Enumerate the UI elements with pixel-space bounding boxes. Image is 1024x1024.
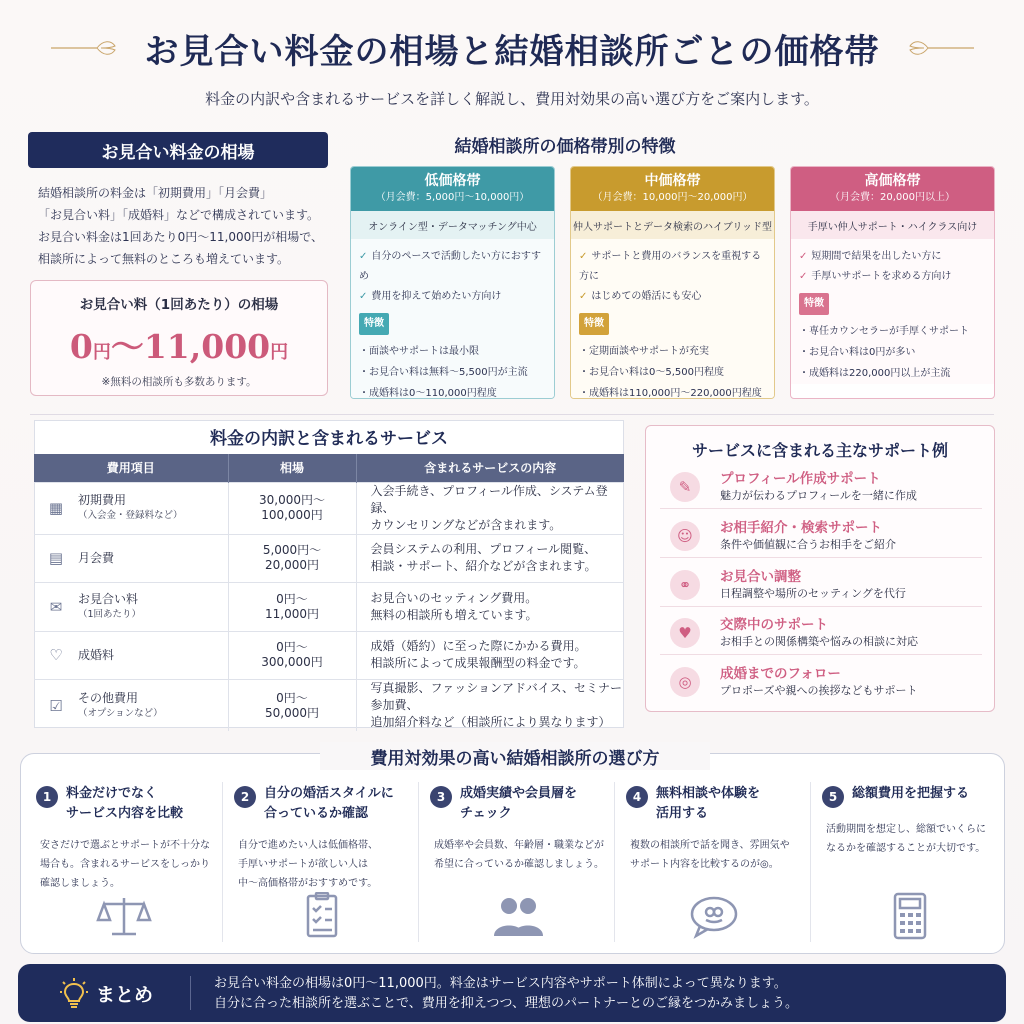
step-title: 料金だけでなく xyxy=(66,786,158,801)
step-title: サービス内容を比較 xyxy=(66,806,184,821)
price-from: 0円〜 xyxy=(276,640,308,655)
step-text: 希望に合っているか確認しましょう。 xyxy=(434,859,604,870)
feature-badge: 特徴 xyxy=(359,313,389,335)
check-icon: ✓ xyxy=(359,251,368,262)
couple-icon: ⚭ xyxy=(670,570,700,600)
step-card xyxy=(626,784,816,944)
range-separator: 〜 xyxy=(110,327,144,366)
step-text: 確認しましょう。 xyxy=(40,878,120,889)
step-text: 活動期間を想定し、総額でいくらに xyxy=(826,824,986,835)
step-number: 4 xyxy=(626,786,648,808)
tier-header xyxy=(571,167,774,211)
step-title: 合っているか確認 xyxy=(264,806,369,821)
check-icon: ✓ xyxy=(579,291,588,302)
tier-checks xyxy=(571,239,774,307)
step-title: 成婚実績や会員層を xyxy=(460,786,578,801)
support-desc: 魅力が伝わるプロフィールを一緒に作成 xyxy=(720,489,917,502)
support-title: 交際中のサポート xyxy=(720,617,828,633)
service-desc: 相談・サポート、紹介などが含まれます。 xyxy=(370,559,597,574)
title-row xyxy=(0,18,1024,78)
check-icon: ✓ xyxy=(359,291,368,302)
tier-card-mid xyxy=(570,166,775,399)
cost-item: その他費用 xyxy=(78,690,139,705)
step-number: 1 xyxy=(36,786,58,808)
support-title: お見合い調整 xyxy=(720,569,801,585)
intro-line: 相談所によって無料のところも増えています。 xyxy=(38,252,290,266)
price-from: 0円〜 xyxy=(276,690,308,705)
tier-feature: ・お見合い料は無料〜5,500円が主流 xyxy=(359,367,528,378)
tier-fee: （月会費：5,000円〜10,000円） xyxy=(375,192,530,203)
support-item xyxy=(660,466,982,509)
support-item xyxy=(660,515,982,558)
price-from: 5,000円〜 xyxy=(262,543,322,558)
range-from: 0 xyxy=(69,327,93,366)
tier-feature: ・面談やサポートは最小限 xyxy=(359,346,479,357)
clipboard-icon xyxy=(294,892,350,940)
summary-line: お見合い料金の相場は0円〜11,000円。料金はサービス内容やサポート体制によって異なります。 xyxy=(214,976,787,991)
tier-name: 低価格帯 xyxy=(424,173,481,189)
cost-item: お見合い料 xyxy=(78,591,139,606)
step-title: 総額費用を把握する xyxy=(852,786,970,801)
service-desc: 写真撮影、ファッションアドバイス、セミナー参加費、 xyxy=(370,681,623,713)
column-header: 相場 xyxy=(228,454,356,482)
step-card xyxy=(430,784,620,944)
summary-bar xyxy=(18,964,1006,1022)
summary-label: まとめ xyxy=(96,984,154,1006)
price-to: 50,000円 xyxy=(265,705,319,720)
calculator-icon xyxy=(882,892,938,940)
step-title: 自分の婚活スタイルに xyxy=(264,786,394,801)
tier-card-low xyxy=(350,166,555,399)
service-desc: 無料の相談所も増えています。 xyxy=(370,607,538,622)
check-icon: ✓ xyxy=(799,271,808,282)
step-card xyxy=(234,784,424,944)
support-item xyxy=(660,660,982,703)
price-to: 20,000円 xyxy=(265,558,319,573)
cost-item: 月会費 xyxy=(78,550,115,565)
heart-hand-icon: ♥ xyxy=(670,618,700,648)
tier-card-high xyxy=(790,166,995,399)
cost-item-sub: （1回あたり） xyxy=(78,608,142,620)
price-from: 0円〜 xyxy=(276,591,308,606)
tier-header xyxy=(791,167,994,211)
range-unit: 円 xyxy=(92,342,111,363)
page-subtitle: 料金の内訳や含まれるサービスを詳しく解説し、費用対効果の高い選び方をご案内します。 xyxy=(205,90,819,108)
tier-fee: （月会費：20,000円以上） xyxy=(830,192,955,203)
column-header: 費用項目 xyxy=(34,454,228,482)
tier-check-item: ✓ 手厚いサポートを求める方向け xyxy=(799,271,952,282)
lightbulb-icon xyxy=(60,978,88,1008)
table-row xyxy=(34,534,624,583)
price-to: 11,000円 xyxy=(265,606,319,621)
intro-line: 結婚相談所の料金は「初期費用」「月会費」 xyxy=(38,186,273,200)
table-row xyxy=(34,482,624,534)
support-item xyxy=(660,564,982,607)
range-label: お見合い料（1回あたり）の相場 xyxy=(79,297,279,313)
profile-icon: ✎ xyxy=(670,472,700,502)
rings-icon: ◎ xyxy=(670,667,700,697)
tier-feature: ・専任カウンセラーが手厚くサポート xyxy=(799,326,969,337)
column-header: 含まれるサービスの内容 xyxy=(356,454,624,482)
tier-features xyxy=(571,335,774,399)
step-title: 活用する xyxy=(656,806,709,821)
tier-type: オンライン型・データマッチング中心 xyxy=(351,211,554,239)
intro-line: 「お見合い料」「成婚料」などで構成されています。 xyxy=(38,208,320,222)
tier-features xyxy=(791,315,994,384)
right-flourish-icon xyxy=(906,38,976,58)
chat-icon: ✉ xyxy=(49,597,63,616)
range-value xyxy=(31,321,327,368)
support-desc: お相手との関係構築や悩みの相談に対応 xyxy=(720,635,918,648)
tier-name: 高価格帯 xyxy=(864,173,921,189)
step-title: 無料相談や体験を xyxy=(656,786,761,801)
table-row xyxy=(34,631,624,680)
step-text: なるかを確認することが大切です。 xyxy=(826,843,986,854)
checklist-icon: ☑ xyxy=(49,696,63,715)
tier-feature: ・お見合い料は0〜5,500円程度 xyxy=(579,367,724,378)
tier-checks xyxy=(791,239,994,287)
tier-check-item: ✓ 自分のペースで活動したい方におすすめ xyxy=(359,251,541,282)
support-title: プロフィール作成サポート xyxy=(720,471,881,487)
person-search-icon: ☺ xyxy=(670,521,700,551)
check-icon: ✓ xyxy=(799,251,808,262)
step-text: 手厚いサポートが欲しい人は xyxy=(238,859,368,870)
feature-badge: 特徴 xyxy=(579,313,609,335)
choose-heading: 費用対効果の高い結婚相談所の選び方 xyxy=(370,749,660,769)
service-desc: 会員システムの利用、プロフィール閲覧、 xyxy=(370,542,597,557)
step-card xyxy=(822,784,1012,944)
summary-text xyxy=(214,974,798,1014)
service-desc: 相談所によって成果報酬型の料金です。 xyxy=(370,656,586,671)
heart-icon: ♡ xyxy=(49,646,63,665)
step-number: 2 xyxy=(234,786,256,808)
support-desc: プロポーズや親への挨拶などもサポート xyxy=(720,683,918,697)
table-row xyxy=(34,583,624,632)
cost-item-sub: （入会金・登録料など） xyxy=(78,510,183,521)
tier-checks xyxy=(351,239,554,307)
service-desc: カウンセリングなどが含まれます。 xyxy=(370,517,562,532)
support-item xyxy=(660,612,982,655)
calendar-icon: ▤ xyxy=(48,549,64,568)
tier-feature: ・成婚料は220,000円以上が主流 xyxy=(799,368,951,379)
step-text: 自分で進めたい人は低価格帯、 xyxy=(238,840,378,851)
breakdown-table xyxy=(34,454,624,731)
tier-features xyxy=(351,335,554,399)
left-flourish-icon xyxy=(49,38,119,58)
summary-line: 自分に合った相談所を選ぶことで、費用を抑えつつ、理想のパートナーとのご縁をつかみましょう。 xyxy=(214,996,798,1011)
tier-check-item: ✓ サポートと費用のバランスを重視する方に xyxy=(579,251,762,282)
cost-item-sub: （オプションなど） xyxy=(78,707,163,719)
speech-icon xyxy=(686,892,742,940)
cost-item: 成婚料 xyxy=(78,647,115,662)
support-heading: サービスに含まれる主なサポート例 xyxy=(691,441,948,460)
support-title: 成婚までのフォロー xyxy=(720,665,841,682)
range-to: 11,000 xyxy=(143,327,271,366)
page-title: お見合い料金の相場と結婚相談所ごとの価格帯 xyxy=(144,31,880,72)
step-text: 複数の相談所で話を聞き、雰囲気や xyxy=(630,840,790,851)
support-desc: 日程調整や場所のセッティングを代行 xyxy=(720,587,906,600)
intro-line: お見合い料金は1回あたり0円〜11,000円が相場で、 xyxy=(38,230,324,244)
section-divider xyxy=(30,414,994,415)
market-intro xyxy=(38,182,338,270)
breakdown-heading: 料金の内訳と含まれるサービス xyxy=(210,429,448,449)
tiers-heading: 結婚相談所の価格帯別の特徴 xyxy=(454,137,676,157)
tier-check-item: ✓ 短期間で結果を出したい方に xyxy=(799,251,942,262)
people-icon xyxy=(490,892,546,940)
check-icon: ✓ xyxy=(579,251,588,262)
step-number: 5 xyxy=(822,786,844,808)
price-from: 30,000円〜 xyxy=(259,493,325,507)
range-note: ※無料の相談所も多数あります。 xyxy=(101,376,257,388)
table-row xyxy=(34,680,624,732)
step-text: 安さだけで選ぶとサポートが不十分な xyxy=(40,840,210,851)
price-to: 300,000円 xyxy=(261,655,323,670)
price-to: 100,000円 xyxy=(261,508,323,522)
tier-type: 仲人サポートとデータ検索のハイブリッド型 xyxy=(571,211,774,239)
step-title: チェック xyxy=(460,806,512,821)
summary-divider xyxy=(190,976,191,1010)
step-text: 成婚率や会員数、年齢層・職業などが xyxy=(434,840,604,851)
tier-type: 手厚い仲人サポート・ハイクラス向け xyxy=(791,211,994,239)
tier-check-item: ✓ はじめての婚活にも安心 xyxy=(579,291,702,302)
scale-icon xyxy=(96,892,152,940)
cost-item: 初期費用 xyxy=(78,493,127,507)
step-text: 中〜高価格帯がおすすめです。 xyxy=(238,878,378,889)
feature-badge: 特徴 xyxy=(799,293,829,315)
tier-fee: （月会費：10,000円〜20,000円） xyxy=(592,192,753,203)
tier-name: 中価格帯 xyxy=(644,173,701,189)
range-unit: 円 xyxy=(270,342,289,363)
service-desc: 入会手続き、プロフィール作成、システム登録、 xyxy=(370,483,608,515)
tier-header xyxy=(351,167,554,211)
calendar-icon: ▦ xyxy=(48,499,64,517)
step-text: サポート内容を比較するのが◎。 xyxy=(630,859,779,870)
step-text: 場合も。含まれるサービスをしっかり xyxy=(40,859,210,870)
tier-check-item: ✓ 費用を抑えて始めたい方向け xyxy=(359,291,502,302)
tier-feature: ・定期面談やサポートが充実 xyxy=(579,346,709,357)
table-header-row xyxy=(34,454,624,482)
tier-feature: ・成婚料は110,000円〜220,000円程度 xyxy=(579,388,762,399)
support-desc: 条件や価値観に合うお相手をご紹介 xyxy=(720,538,896,551)
support-title: お相手紹介・検索サポート xyxy=(720,520,882,536)
price-range-box xyxy=(30,280,328,396)
tier-feature: ・お見合い料は0円が多い xyxy=(799,347,916,358)
service-desc: 追加紹介料など（相談所により異なります） xyxy=(370,715,611,730)
market-heading: お見合い料金の相場 xyxy=(28,132,328,168)
service-desc: 成婚（婚約）に至った際にかかる費用。 xyxy=(370,639,587,654)
step-number: 3 xyxy=(430,786,452,808)
tier-feature: ・成婚料は0〜110,000円程度 xyxy=(359,388,497,399)
service-desc: お見合いのセッティング費用。 xyxy=(370,590,538,605)
step-card xyxy=(36,784,226,944)
